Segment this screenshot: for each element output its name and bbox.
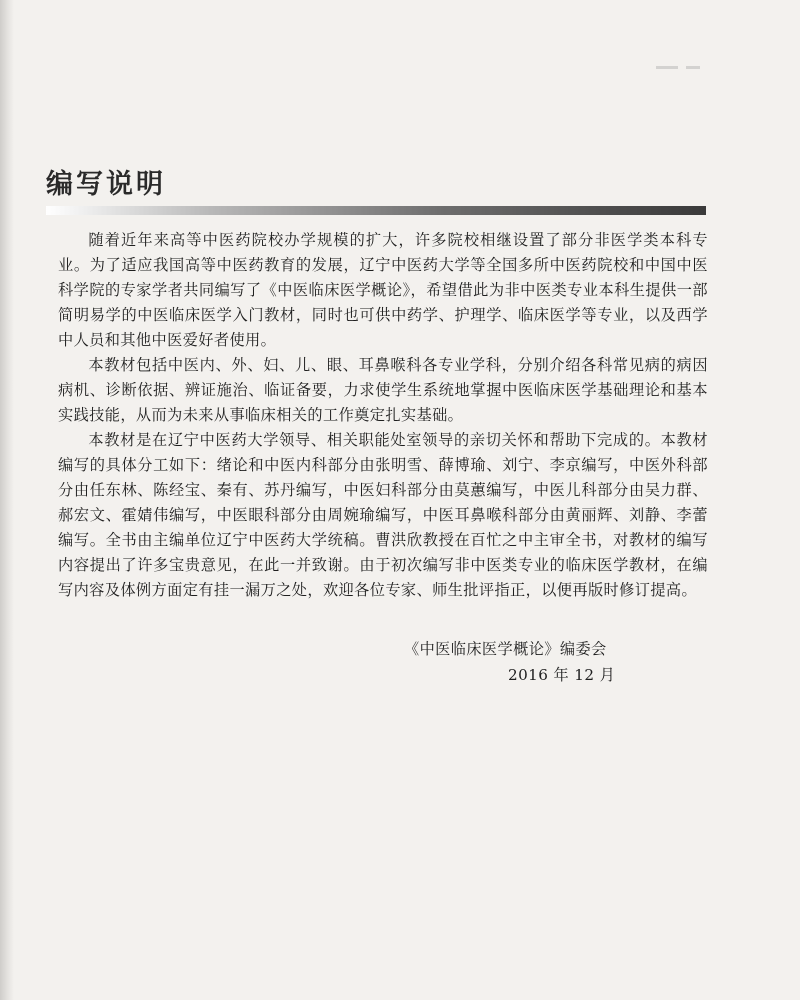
paragraph-acknowledgements: 本教材是在辽宁中医药大学领导、相关职能处室领导的亲切关怀和帮助下完成的。本教材编写的具体分工如下：绪论和中医内科部分由张明雪、薛博瑜、刘宁、李京编写，中医外科部分由任东林、陈经宝、秦有、苏丹编写，中医妇科部分由莫蕙编写，中医儿科部分由吴力群、郝宏文、霍婧伟编写，中医眼科部分由周婉瑜编写，中医耳鼻喉科部分由黄丽辉、刘静、李蕾编写。全书由主编单位辽宁中医药大学统稿。曹洪欣教授在百忙之中主审全书，对教材的编写内容提出了许多宝贵意见，在此一并致谢。由于初次编写非中医类专业的临床医学教材，在编写内容及体例方面定有挂一漏万之处，欢迎各位专家、师生批评指正，以便再版时修订提高。 bbox=[58, 431, 708, 599]
signature-block bbox=[404, 636, 704, 688]
editorial-committee: 《中医临床医学概论》编委会 bbox=[404, 640, 607, 658]
paragraph-intro: 随着近年来高等中医药院校办学规模的扩大，许多院校相继设置了部分非医学类本科专业。为了适应我国高等中医药教育的发展，辽宁中医药大学等全国多所中医药院校和中国中医科学院的专家学者共同编写了《中医临床医学概论》，希望借此为非中医类专业本科生提供一部简明易学的中医临床医学入门教材，同时也可供中药学、护理学、临床医学等专业，以及西学中人员和其他中医爱好者使用。 bbox=[58, 231, 708, 349]
paragraph-scope: 本教材包括中医内、外、妇、儿、眼、耳鼻喉科各专业学科，分别介绍各科常见病的病因病机、诊断依据、辨证施治、临证备要，力求使学生系统地掌握中医临床医学基础理论和基本实践技能，从而为未来从事临床相关的工作奠定扎实基础。 bbox=[58, 356, 708, 424]
heading-rule bbox=[46, 206, 706, 215]
section-heading: 编写说明 bbox=[46, 169, 166, 200]
bleed-through-mark bbox=[656, 60, 736, 76]
page-binding-shadow bbox=[0, 0, 14, 1000]
body-text bbox=[58, 228, 708, 603]
publication-date: 2016 年 12 月 bbox=[508, 666, 616, 684]
